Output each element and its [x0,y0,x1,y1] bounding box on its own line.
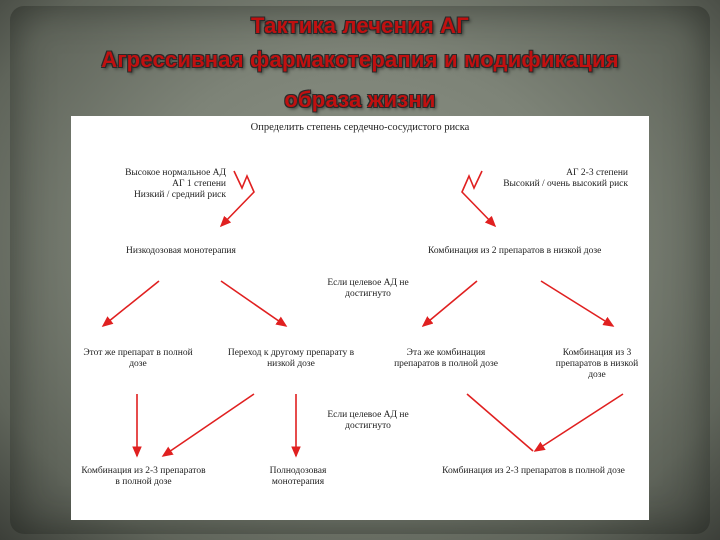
condition-target-not-reached-2: Если целевое АД не достигнуто [327,410,409,431]
step-full-dose-monotherapy: Полнодозовая монотерапия [269,466,327,487]
condition-high-risk: АГ 2-3 степени Высокий / очень высокий риск [503,168,628,189]
arrow-combo-right-left [467,394,533,451]
slide-title: Тактика лечения АГ [251,13,469,38]
step-assess-risk: Определить степень сердечно-сосудистого риска [250,122,470,133]
arrow-to-switch-drug [221,281,286,326]
step-same-combo-full-dose: Эта же комбинация препаратов в полной дозе [394,348,498,369]
slide-subtitle-line1: Агрессивная фармакотерапия и модификация [101,47,619,72]
flowchart-panel [71,116,649,520]
step-same-drug-full-dose: Этот же препарат в полной дозе [83,348,193,369]
slide-subtitle-line2: образа жизни [284,87,436,112]
arrow-switch-to-combo [163,394,254,456]
condition-target-not-reached-1: Если целевое АД не достигнуто [327,278,409,299]
condition-low-risk: Высокое нормальное АД АГ 1 степени Низкий / средний риск [125,168,226,200]
step-switch-drug-low-dose: Переход к другому препарату в низкой дозе [227,348,355,369]
step-combo-2-3-full-dose-left: Комбинация из 2-3 препаратов в полной дозе [81,466,206,487]
step-combo-2-3-full-dose-right: Комбинация из 2-3 препаратов в полной дозе [442,466,625,476]
arrow-to-same-full-dose [103,281,159,326]
arrow-combo-right-right [535,394,623,451]
step-three-drug-low-dose: Комбинация из 3 препаратов в низкой дозе [555,348,639,380]
step-low-dose-monotherapy: Низкодозовая монотерапия [126,246,236,256]
arrow-to-same-combo-full [423,281,477,326]
step-two-drug-low-dose: Комбинация из 2 препаратов в низкой дозе [428,246,602,256]
arrow-to-three-drug-combo [541,281,613,326]
